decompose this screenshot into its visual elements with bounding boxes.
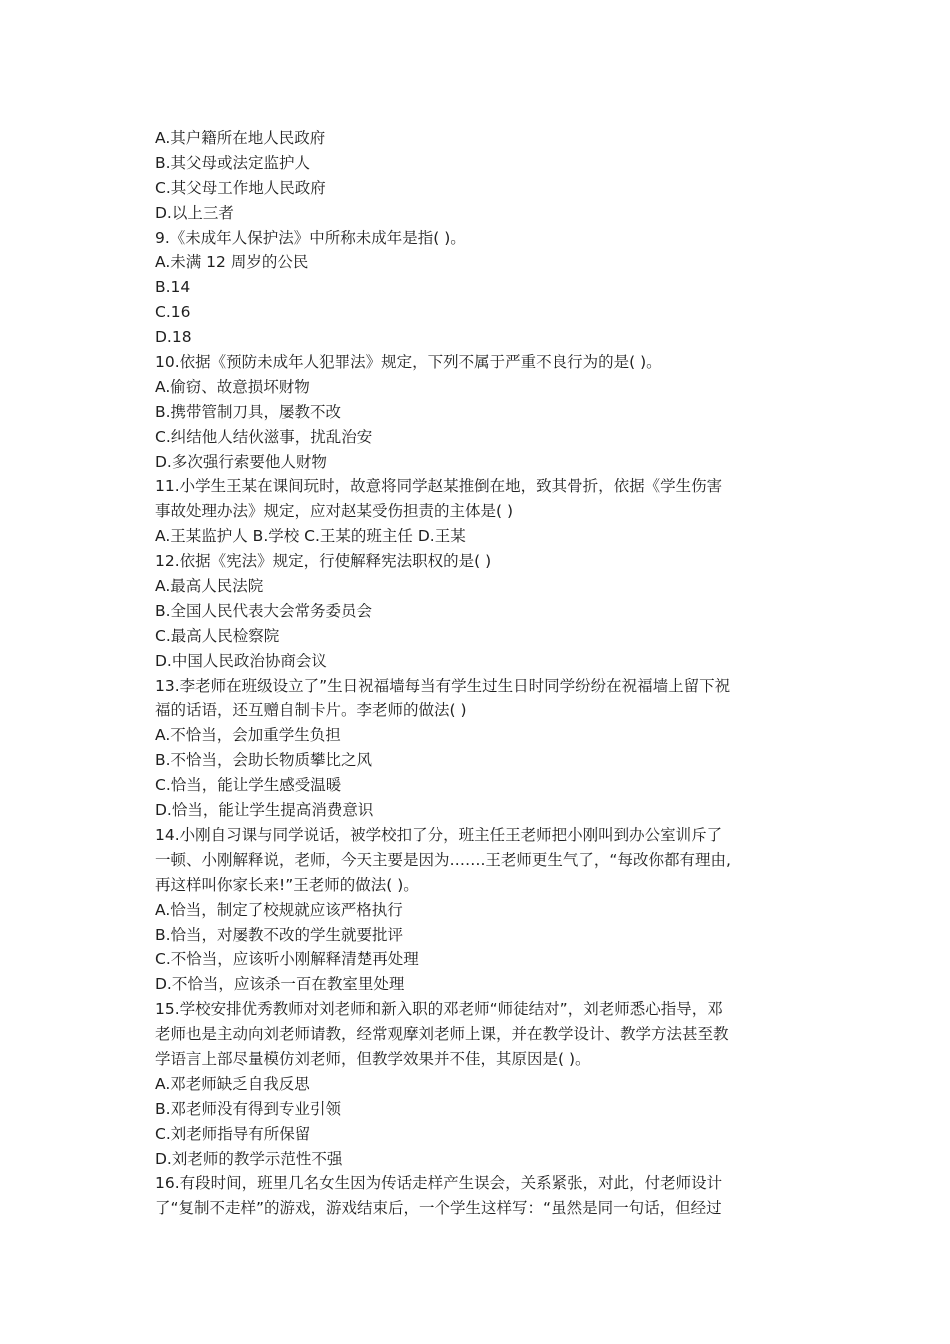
question-13: 13.李老师在班级设立了”生日祝福墙每当有学生过生日时同学纷纷在祝福墙上留下祝 — [155, 676, 731, 695]
question-9: 9.《未成年人保护法》中所称未成年是指( )。 — [155, 228, 466, 247]
question-14: 14.小刚自习课与同学说话，被学校扣了分，班主任王老师把小刚叫到办公室训斥了 — [155, 825, 723, 844]
text-line: 学语言上部尽量模仿刘老师，但教学效果并不佳，其原因是( )。 — [155, 1049, 591, 1068]
question-12: 12.依据《宪法》规定，行使解释宪法职权的是( ) — [155, 552, 492, 571]
text-line: C.16 — [155, 303, 191, 322]
text-line: C.恰当，能让学生感受温暖 — [155, 776, 342, 795]
question-10: 10.依据《预防未成年人犯罪法》规定，下列不属于严重不良行为的是( )。 — [155, 353, 662, 372]
text-line: 福的话语，还互赠自制卡片。李老师的做法( ) — [155, 701, 467, 720]
text-line: A.不恰当，会加重学生负担 — [155, 726, 341, 745]
text-line: A.未满 12 周岁的公民 — [155, 253, 309, 272]
text-line: 老师也是主动向刘老师请教，经常观摩刘老师上课，并在教学设计、教学方法甚至教 — [155, 1025, 729, 1044]
text-line: 事故处理办法》规定，应对赵某受伤担责的主体是( ) — [155, 502, 514, 521]
text-line: D.恰当，能让学生提高消费意识 — [155, 801, 374, 820]
text-line: C.纠结他人结伙滋事，扰乱治安 — [155, 427, 373, 446]
text-line: B.其父母或法定监护人 — [155, 153, 311, 172]
text-line: D.多次强行索要他人财物 — [155, 452, 327, 471]
text-line: A.偷窃、故意损坏财物 — [155, 377, 310, 396]
text-line: 一顿、小刚解释说，老师，今天主要是因为…….王老师更生气了，“每改你都有理由, — [155, 850, 731, 869]
text-line: D.中国人民政治协商会议 — [155, 651, 327, 670]
text-line: D.不恰当，应该杀一百在教室里处理 — [155, 975, 405, 994]
question-11: 11.小学生王某在课间玩时，故意将同学赵某推倒在地，致其骨折，依据《学生伤害 — [155, 477, 723, 496]
text-line: B.邓老师没有得到专业引领 — [155, 1099, 342, 1118]
text-line: A.其户籍所在地人民政府 — [155, 129, 326, 147]
text-line: A.恰当，制定了校规就应该严格执行 — [155, 900, 403, 919]
text-line: A.王某监护人 B.学校 C.王某的班主任 D.王某 — [155, 527, 466, 546]
text-line: D.18 — [155, 328, 192, 347]
text-line: B.全国人民代表大会常务委员会 — [155, 601, 373, 620]
text-line: 了“复制不走样”的游戏，游戏结束后，一个学生这样写：“虽然是同一句话，但经过 — [155, 1199, 722, 1218]
text-line: B.携带管制刀具，屡教不改 — [155, 402, 342, 421]
text-line: 再这样叫你家长来!”王老师的做法( )。 — [155, 875, 419, 894]
text-line: D.以上三者 — [155, 203, 234, 222]
text-line: C.刘老师指导有所保留 — [155, 1124, 311, 1143]
text-line: C.不恰当，应该听小刚解释清楚再处理 — [155, 950, 419, 969]
document-page — [155, 126, 815, 1221]
text-line: C.其父母工作地人民政府 — [155, 178, 326, 197]
text-line: B.不恰当，会助长物质攀比之风 — [155, 751, 373, 770]
text-line: D.刘老师的教学示范性不强 — [155, 1149, 343, 1168]
question-16: 16.有段时间，班里几名女生因为传话走样产生误会，关系紧张，对此，付老师设计 — [155, 1174, 723, 1193]
question-15: 15.学校安排优秀教师对刘老师和新入职的邓老师“师徒结对”，刘老师悉心指导，邓 — [155, 1000, 723, 1019]
text-line: A.邓老师缺乏自我反思 — [155, 1074, 310, 1093]
text-line: C.最高人民检察院 — [155, 626, 280, 645]
text-line: B.恰当，对屡教不改的学生就要批评 — [155, 925, 404, 944]
text-line: A.最高人民法院 — [155, 577, 264, 596]
text-line: B.14 — [155, 278, 191, 297]
